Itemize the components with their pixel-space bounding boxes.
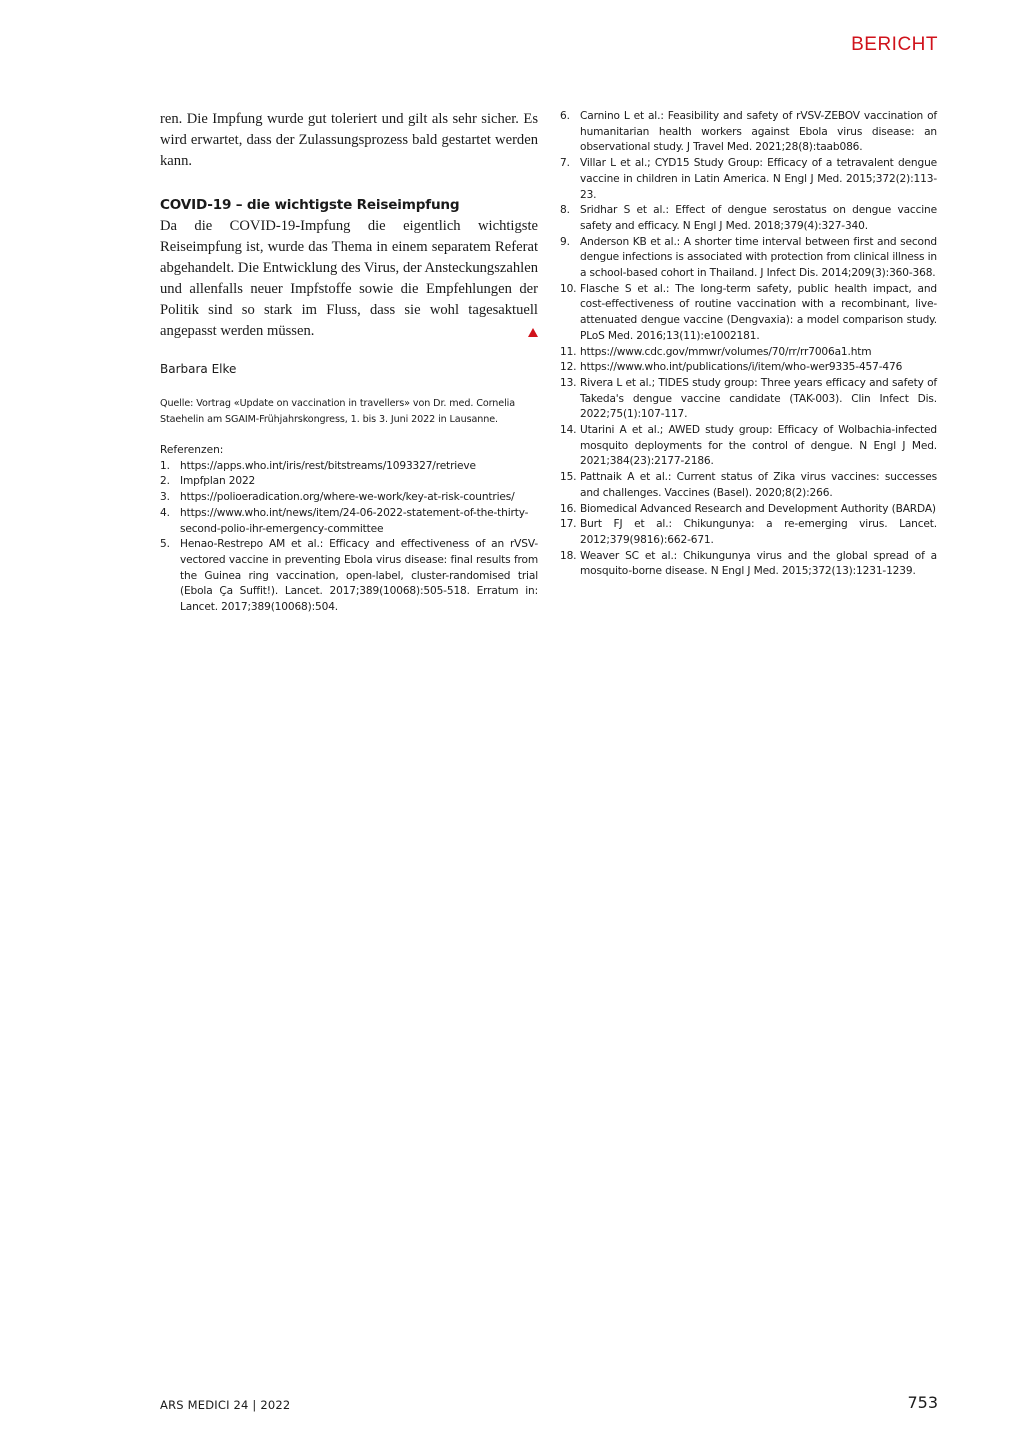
reference-item xyxy=(160,490,538,506)
reference-text: Utarini A et al.; AWED study group: Efficacy of Wolbachia-infected mosquito deployments for the control of dengue. N Engl J Med. 2021;384(23):2177-2186. xyxy=(580,424,937,468)
reference-number: 11. xyxy=(560,345,577,358)
reference-text: Burt FJ et al.: Chikungunya: a re-emerging virus. Lancet. 2012;379(9816):662-671. xyxy=(580,518,937,546)
reference-number: 7. xyxy=(560,157,570,170)
reference-text: Weaver SC et al.: Chikungunya virus and the global spread of a mosquito-borne disease. N Engl J Med. 2015;372(13):1231-1239. xyxy=(580,549,937,578)
reference-number: 8. xyxy=(560,204,570,217)
reference-number: 12. xyxy=(560,361,577,374)
end-mark-triangle-icon xyxy=(528,328,538,337)
reference-number: 14. xyxy=(560,424,577,437)
reference-text: Henao-Restrepo AM et al.: Efficacy and effectiveness of an rVSV-vectored vaccine in preventing Ebola virus disease: final results from the Guinea ring vaccination, open-label, cluster-randomised trial (Ebola Ça Suffit!). Lancet. 2017;389(10068):505-518. Erratum in: Lancet. 2017;389(10068):504. xyxy=(180,538,538,614)
reference-item xyxy=(560,549,937,580)
reference-item xyxy=(560,502,937,518)
reference-item xyxy=(560,345,937,361)
page-number: 753 xyxy=(907,1393,938,1412)
body-paragraph-text: Da die COVID-19-Impfung die eigentlich wichtigste Reiseimpfung ist, wurde das Thema in einem separatem Referat abgehandelt. Die Entwicklung des Virus, der Ansteckungszahlen und allenfalls neuer Impfstoffe sowie die Empfehlungen der Politik sind so stark im Fluss, dass sie wohl tagesaktuell angepasst werden müssen. xyxy=(160,218,538,339)
reference-number: 18. xyxy=(560,549,577,562)
reference-number: 5. xyxy=(160,538,170,551)
right-column xyxy=(560,109,937,580)
section-heading: COVID-19 – die wichtigste Reiseimpfung xyxy=(160,197,460,213)
reference-number: 3. xyxy=(160,491,170,504)
reference-number: 4. xyxy=(160,506,170,519)
body-paragraph xyxy=(160,216,538,342)
reference-number: 10. xyxy=(560,282,577,295)
reference-item xyxy=(160,506,538,537)
reference-number: 9. xyxy=(560,235,570,248)
reference-item xyxy=(160,459,538,475)
reference-item xyxy=(560,470,937,501)
reference-item xyxy=(560,109,937,156)
intro-paragraph: ren. Die Impfung wurde gut toleriert und gilt als sehr sicher. Es wird erwartet, dass der Zulassungsprozess bald gestartet werden kann. xyxy=(160,111,538,169)
reference-list-right xyxy=(560,109,937,580)
reference-text: Impfplan 2022 xyxy=(180,475,256,488)
reference-text: Anderson KB et al.: A shorter time interval between first and second dengue infections is associated with protection from clinical illness in a school-based cohort in Thailand. J Infect Dis. 2014;209(3):360-368. xyxy=(580,235,937,280)
reference-number: 6. xyxy=(560,110,570,122)
reference-text: Carnino L et al.: Feasibility and safety of rVSV-ZEBOV vaccination of humanitarian health workers against Ebola virus disease: an observational study. J Travel Med. 2021;28(8):taab086. xyxy=(580,110,937,154)
reference-list-left xyxy=(160,459,538,616)
reference-text: https://www.who.int/publications/i/item/who-wer9335-457-476 xyxy=(580,361,903,374)
references-title: Referenzen: xyxy=(160,444,224,456)
reference-number: 2. xyxy=(160,475,170,488)
reference-text: Flasche S et al.: The long-term safety, public health impact, and cost-effectiveness of routine vaccination with a recombinant, live-attenuated dengue vaccine (Dengvaxia): a model comparison study. PLoS Med. 2016;13(11):e1002181. xyxy=(580,282,937,342)
left-column xyxy=(160,109,538,616)
reference-item xyxy=(560,203,937,234)
reference-item xyxy=(560,423,937,470)
reference-item xyxy=(560,235,937,282)
reference-item xyxy=(560,156,937,203)
reference-text: https://www.who.int/news/item/24-06-2022-statement-of-the-thirty-second-polio-ihr-emergency-committee xyxy=(180,506,529,535)
reference-text: https://www.cdc.gov/mmwr/volumes/70/rr/rr7006a1.htm xyxy=(580,345,872,358)
reference-item xyxy=(560,360,937,376)
reference-text: Biomedical Advanced Research and Development Authority (BARDA) xyxy=(580,502,936,515)
reference-text: https://polioeradication.org/where-we-work/key-at-risk-countries/ xyxy=(180,491,515,504)
reference-number: 17. xyxy=(560,518,577,531)
reference-number: 1. xyxy=(160,459,170,472)
reference-item xyxy=(560,376,937,423)
reference-text: Sridhar S et al.: Effect of dengue serostatus on dengue vaccine safety and efficacy. N Engl J Med. 2018;379(4):327-340. xyxy=(580,204,937,232)
reference-item xyxy=(160,537,538,616)
reference-item xyxy=(160,474,538,490)
reference-text: Villar L et al.; CYD15 Study Group: Efficacy of a tetravalent dengue vaccine in children in Latin America. N Engl J Med. 2015;372(2):113-23. xyxy=(580,157,937,201)
reference-number: 16. xyxy=(560,502,577,515)
reference-text: Rivera L et al.; TIDES study group: Three years efficacy and safety of Takeda's dengue vaccine candidate (TAK-003). Clin Infect Dis. 2022;75(1):107-117. xyxy=(580,376,937,421)
reference-item xyxy=(560,282,937,345)
source-note: Quelle: Vortrag «Update on vaccination in travellers» von Dr. med. Cornelia Staehelin am SGAIM-Frühjahrskongress, 1. bis 3. Juni 2022 in Lausanne. xyxy=(160,398,515,425)
reference-number: 13. xyxy=(560,376,577,389)
reference-number: 15. xyxy=(560,471,577,484)
reference-item xyxy=(560,517,937,548)
author-name: Barbara Elke xyxy=(160,362,237,376)
reference-text: Pattnaik A et al.: Current status of Zika virus vaccines: successes and challenges. Vaccines (Basel). 2020;8(2):266. xyxy=(580,471,937,499)
section-label: BERICHT xyxy=(851,34,938,55)
footer-journal: ARS MEDICI 24 | 2022 xyxy=(160,1398,291,1412)
reference-text: https://apps.who.int/iris/rest/bitstreams/1093327/retrieve xyxy=(180,459,476,472)
